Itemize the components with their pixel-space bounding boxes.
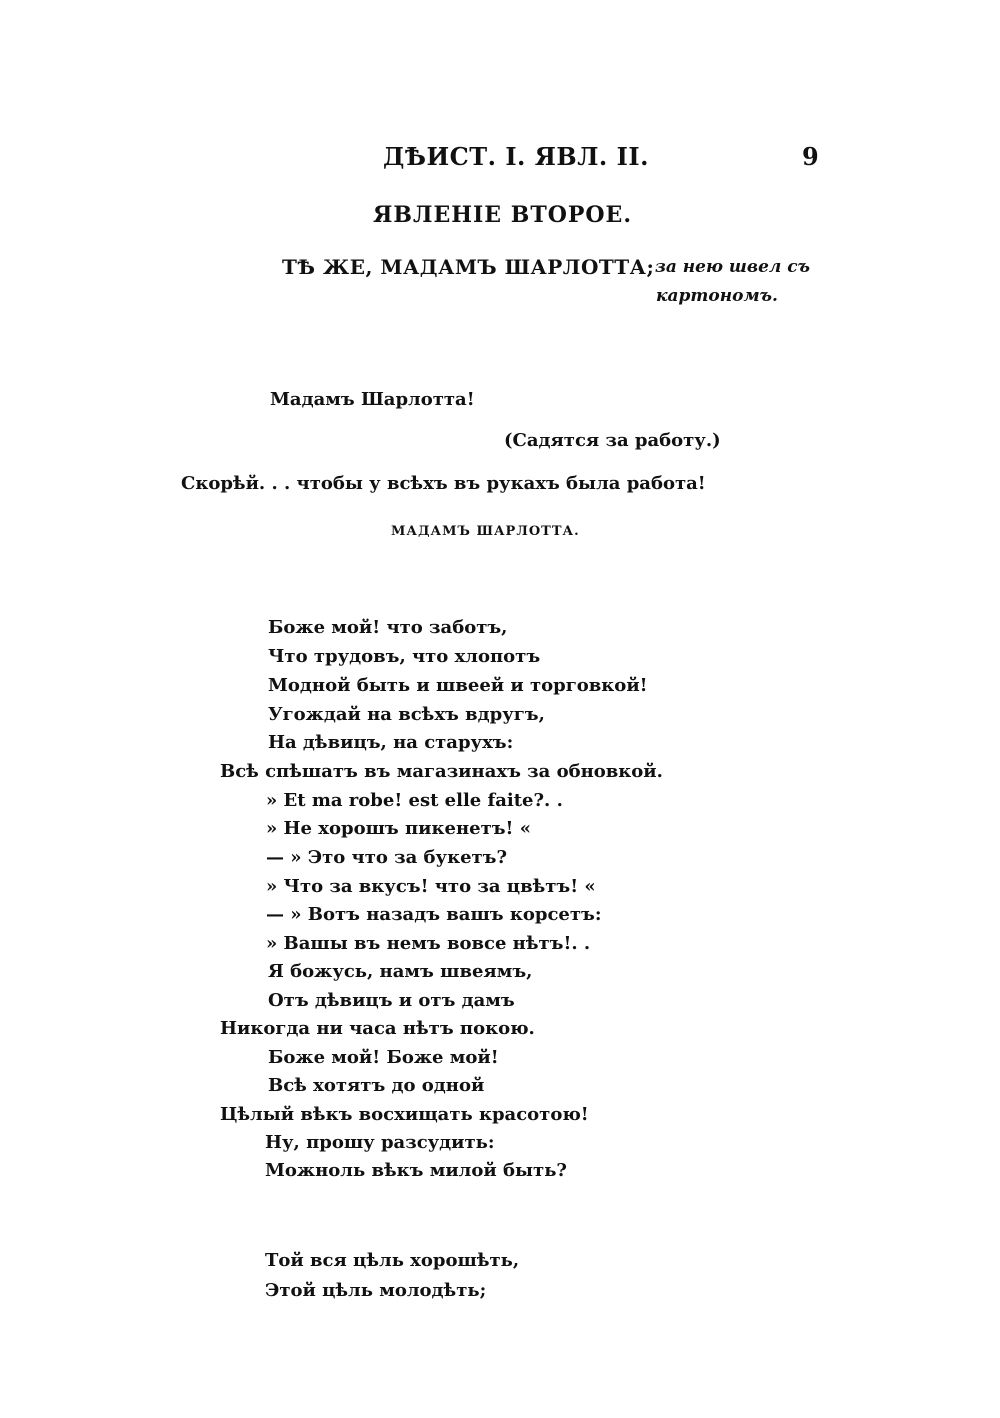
speaker-name: МАДАМЪ ШАРЛОТТА. [391,524,580,539]
verse-line: Боже мой! Боже мой! [268,1047,499,1068]
verse-line: — » Это что за букетъ? [266,847,508,868]
verse-line: Что трудовъ, что хлопотъ [268,646,541,667]
verse-line: Боже мой! что заботъ, [268,617,508,638]
verse-line: Можноль вѣкъ милой быть? [265,1160,567,1181]
verse-line: — » Вотъ назадъ вашъ корсетъ: [266,904,602,925]
verse-line: Всѣ хотятъ до одной [268,1075,485,1096]
verse-line: » Не хорошъ пикенетъ! « [266,818,531,839]
verse-line: Ну, прошу разсудить: [265,1132,495,1153]
verse-line: » Вашы въ немъ вовсе нѣтъ!. . [266,933,591,954]
scene-title: ЯВЛЕНІЕ ВТОРОЕ. [373,202,632,228]
verse-line: Этой цѣль молодѣть; [265,1280,487,1301]
verse-line: Той вся цѣль хорошѣть, [265,1250,520,1271]
running-head: ДѢИСТ. I. ЯВЛ. II. [383,142,649,171]
verse-line: Цѣлый вѣкъ восхищать красотою! [220,1104,589,1125]
dialogue-hurry: Скорѣй. . . чтобы у всѣхъ въ рукахъ была работа! [181,473,706,494]
cast-note-line-1: за нею швел съ [655,257,810,277]
verse-line: Отъ дѣвицъ и отъ дамъ [268,990,515,1011]
verse-line: Всѣ спѣшатъ въ магазинахъ за обновкой. [220,761,663,782]
verse-line: Модной быть и швеей и торговкой! [268,675,648,696]
cast-names: ТѢ ЖЕ, МАДАМЪ ШАРЛОТТА; [282,255,655,279]
stage-direction: (Садятся за работу.) [504,430,721,451]
verse-line: Я божусь, намъ швеямъ, [268,961,533,982]
verse-line: » Что за вкусъ! что за цвѣтъ! « [266,876,596,897]
verse-line: » Et ma robe! est elle faite?. . [266,790,563,811]
dialogue-call: Мадамъ Шарлотта! [270,389,475,410]
verse-line: На дѣвицъ, на старухъ: [268,732,514,753]
cast-note-line-2: картономъ. [656,286,778,306]
verse-line: Никогда ни часа нѣтъ покою. [220,1018,535,1039]
page-number: 9 [802,142,819,171]
verse-line: Угождай на всѣхъ вдругъ, [268,704,545,725]
